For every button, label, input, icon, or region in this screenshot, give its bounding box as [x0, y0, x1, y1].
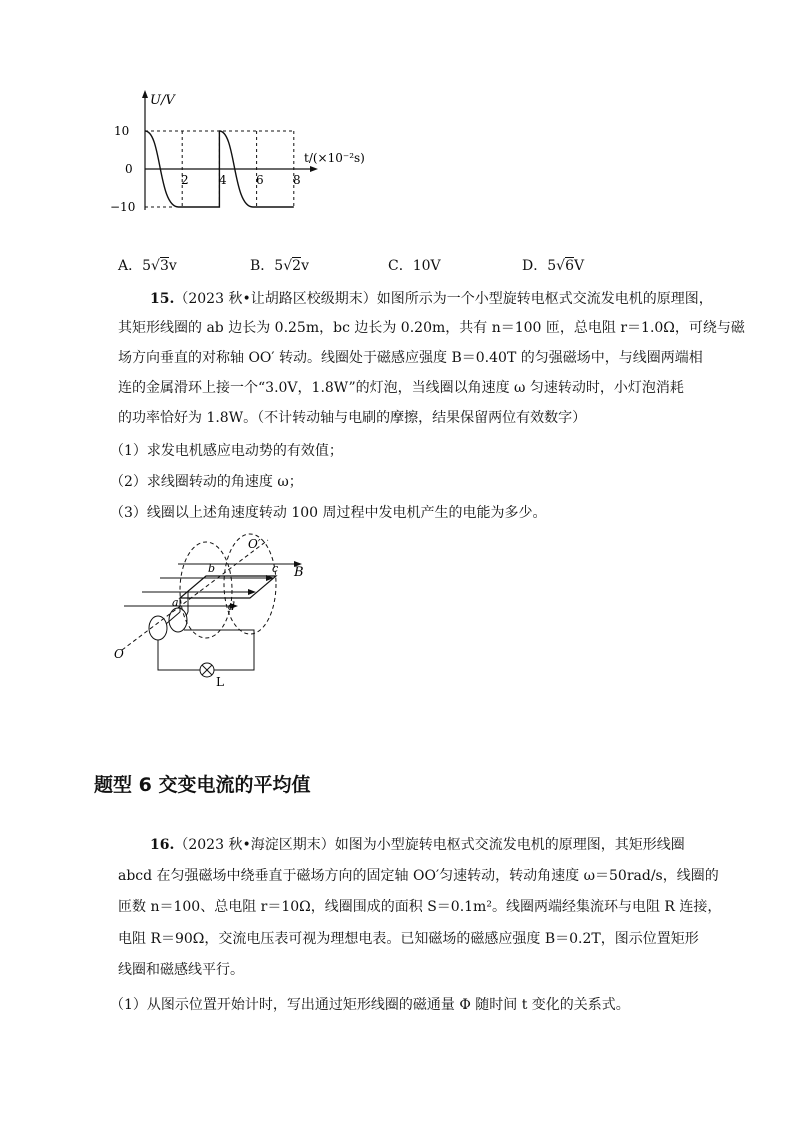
- generator-diagram: [108, 528, 318, 688]
- coil: [180, 576, 276, 598]
- q16-sub-1: （1）从图示位置开始计时，写出通过矩形线圈的磁通量 Φ 随时间 t 变化的关系式。: [110, 997, 630, 1013]
- section-title: 题型 6 交变电流的平均值: [94, 774, 311, 796]
- slip-ring: [169, 608, 187, 632]
- label-L: L: [216, 675, 224, 688]
- voltage-time-graph: [108, 88, 388, 218]
- choice-a[interactable]: A．5√3v: [118, 258, 177, 274]
- label-o-left: O: [114, 647, 124, 661]
- wire: [158, 640, 200, 670]
- q15-sub-1: （1）求发电机感应电动势的有效值；: [110, 443, 343, 459]
- wire: [184, 630, 254, 670]
- q15-sub-3: （3）线圈以上述角速度转动 100 周过程中发电机产生的电能为多少。: [110, 505, 547, 521]
- x-axis-arrow: [310, 166, 318, 172]
- label-B: B: [294, 565, 304, 580]
- label-o-top: O′: [248, 537, 261, 551]
- y-tick-minus10: −10: [110, 200, 136, 214]
- q15-sub-2: （2）求线圈转动的角速度 ω；: [110, 474, 303, 490]
- q15-line-4: 连的金属滑环上接一个“3.0V，1.8W”的灯泡，当线圈以角速度 ω 匀速转动时，小灯泡消耗: [118, 380, 684, 396]
- q15-line-2: 其矩形线圈的 ab 边长为 0.25m，bc 边长为 0.20m，共有 n＝100 匝，总电阻 r＝1.0Ω，可绕与磁: [118, 320, 745, 336]
- q16-line-2: abcd 在匀强磁场中绕垂直于磁场方向的固定轴 OO′匀速转动，转动角速度 ω＝50rad/s，线圈的: [118, 868, 719, 884]
- sqrt-symbol: √: [556, 258, 566, 274]
- sqrt-symbol: √: [283, 258, 293, 274]
- x-tick-4: 4: [219, 173, 227, 187]
- q15-line-3: 场方向垂直的对称轴 OO′ 转动。线圈处于磁感应强度 B＝0.40T 的匀强磁场中，与线圈两端相: [118, 350, 703, 366]
- x-tick-8: 8: [293, 173, 301, 187]
- x-tick-6: 6: [256, 173, 264, 187]
- label-a: a: [172, 596, 179, 609]
- q16-line-3: 匝数 n＝100、总电阻 r＝10Ω，线圈围成的面积 S＝0.1m²。线圈两端经集流环与电阻 R 连接，: [118, 899, 722, 915]
- q16-line-5: 线圈和磁感线平行。: [118, 962, 244, 978]
- q15-line-5: 的功率恰好为 1.8W。（不计转动轴与电刷的摩擦，结果保留两位有效数字）: [118, 410, 587, 426]
- label-b: b: [208, 562, 216, 575]
- y-axis-arrow: [142, 90, 148, 98]
- q15-line-1: 15.（2023 秋•让胡路区校级期末）如图所示为一个小型旋转电枢式交流发电机的原理图，: [150, 291, 713, 307]
- choice-c[interactable]: C．10V: [388, 258, 441, 274]
- y-axis-label: U/V: [150, 93, 175, 108]
- label-d: d: [228, 600, 236, 613]
- x-tick-2: 2: [181, 173, 189, 187]
- sqrt-symbol: √: [151, 258, 160, 274]
- x-axis-label: t/(×10⁻²s): [304, 151, 365, 165]
- q16-line-4: 电阻 R＝90Ω，交流电压表可视为理想电表。已知磁场的磁感应强度 B＝0.2T，图示位置矩形: [118, 931, 699, 947]
- label-c: c: [272, 562, 279, 575]
- choice-d[interactable]: D．5√6V: [522, 258, 585, 274]
- choice-b[interactable]: B．5√2v: [250, 258, 309, 274]
- q16-line-1: 16.（2023 秋•海淀区期末）如图为小型旋转电枢式交流发电机的原理图，其矩形线圈: [150, 837, 685, 853]
- y-tick-0: 0: [125, 162, 133, 176]
- q16-number: 16.: [150, 837, 175, 853]
- y-tick-10: 10: [114, 124, 130, 138]
- q15-number: 15.: [150, 291, 175, 307]
